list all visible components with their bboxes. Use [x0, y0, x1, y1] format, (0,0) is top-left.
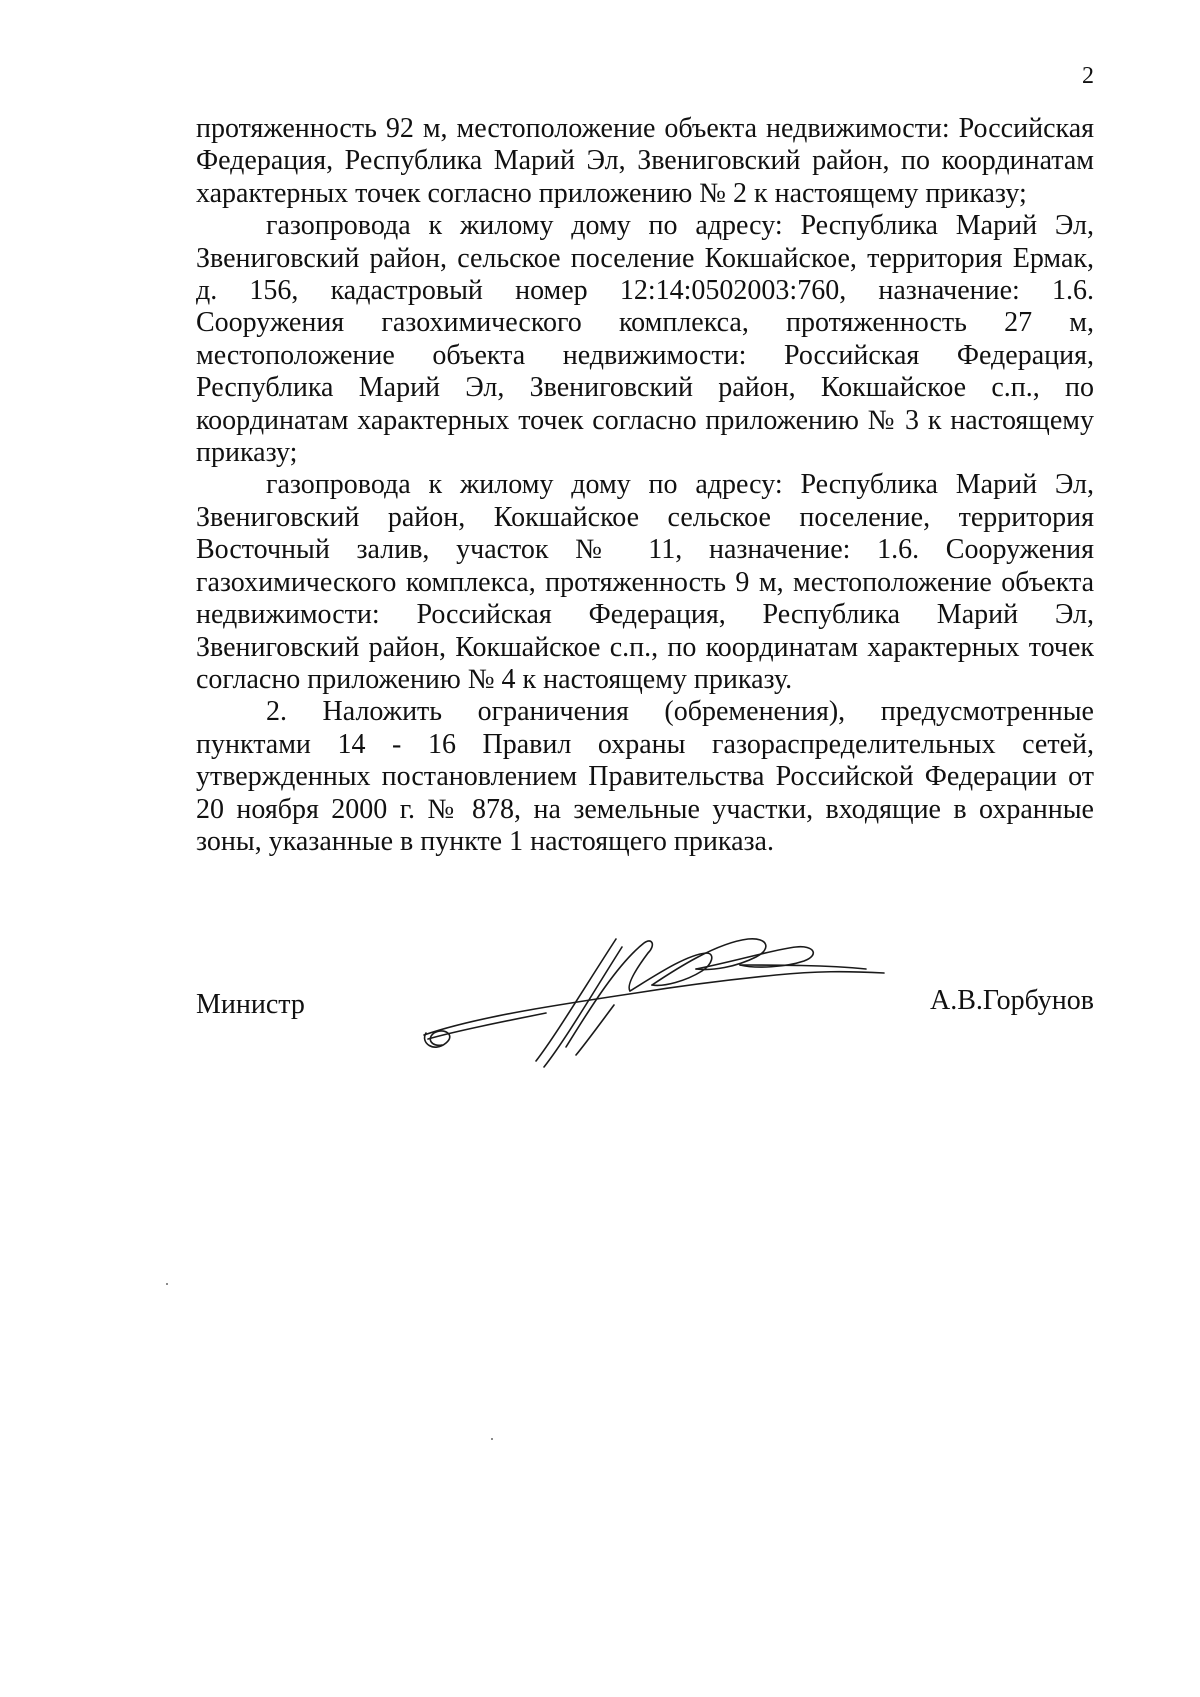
page-number: 2 — [1082, 63, 1094, 89]
document-body — [196, 113, 1094, 858]
paragraph-gas-pipeline-vostochny-zaliv: газопровода к жилому дому по адресу: Республика Марий Эл, Звениговский район, Кокшайское сельское поселение, территория Восточный залив, участок № 11, назначение: 1.6. Сооружения газохимического комплекса, протяженность 9 м, местоположение объекта недвижимости: Российская Федерация, Республика Марий Эл, Звениговский район, Кокшайское с.п., по координатам характерных точек согласно приложению № 4 к настоящему приказу. — [196, 469, 1094, 695]
signatory-name: А.В.Горбунов — [929, 985, 1094, 1016]
signature-block — [196, 935, 1094, 1095]
paragraph-continuation: протяженность 92 м, местоположение объекта недвижимости: Российская Федерация, Республика Марий Эл, Звениговский район, по координатам характерных точек согласно приложению № 2 к настоящему приказу; — [196, 113, 1094, 209]
paragraph-gas-pipeline-ermak: газопровода к жилому дому по адресу: Республика Марий Эл, Звениговский район, сельское поселение Кокшайское, территория Ермак, д. 156, кадастровый номер 12:14:0502003:760, назначение: 1.6. Сооружения газохимического комплекса, протяженность 27 м, местоположение объекта недвижимости: Российская Федерация, Республика Марий Эл, Звениговский район, Кокшайское с.п., по координатам характерных точек согласно приложению № 3 к настоящему приказу; — [196, 210, 1094, 469]
handwritten-signature — [416, 935, 886, 1090]
signatory-position: Министр — [196, 989, 305, 1020]
paragraph-restrictions: 2. Наложить ограничения (обременения), предусмотренные пунктами 14 - 16 Правил охраны газораспределительных сетей, утвержденных постановлением Правительства Российской Федерации от 20 ноября 2000 г. № 878, на земельные участки, входящие в охранные зоны, указанные в пункте 1 настоящего приказа. — [196, 696, 1094, 857]
scan-speck — [166, 1283, 168, 1285]
scan-speck — [491, 1438, 493, 1440]
